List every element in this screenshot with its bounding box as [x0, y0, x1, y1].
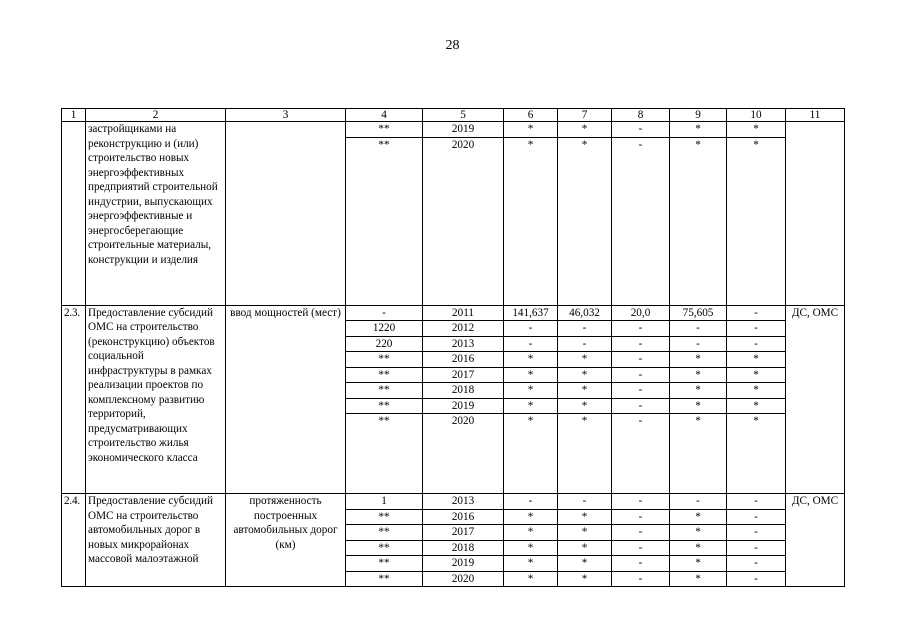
item-description: застройщиками на реконструкцию и (или) строительство новых энергоэффективных предприятий строительной индустрии, выпускающих энергоэффективные и энергосберегающие строительные материалы, конструкции и изделия: [86, 122, 226, 306]
value-cell: -: [612, 556, 670, 572]
value-cell: 2016: [423, 509, 504, 525]
header-cell: 3: [226, 109, 346, 122]
value-cell: 2016: [423, 352, 504, 368]
value-cell: *: [504, 571, 558, 587]
value-cell: -: [612, 137, 670, 305]
value-cell: *: [558, 414, 612, 494]
value-cell: -: [670, 321, 727, 337]
value-cell: -: [612, 540, 670, 556]
value-cell: *: [727, 367, 786, 383]
item-description: Предоставление субсидий ОМС на строительство (реконструкцию) объектов социальной инфраструктуры в рамках реализации проектов по комплексному развитию территорий, предусматривающих строительство жилья экономического класса: [86, 305, 226, 494]
header-cell: 1: [62, 109, 86, 122]
value-cell: **: [346, 525, 423, 541]
value-cell: -: [727, 556, 786, 572]
value-cell: *: [558, 383, 612, 399]
program-table: [61, 108, 845, 587]
value-cell: **: [346, 367, 423, 383]
item-number: 2.4.: [62, 494, 86, 587]
item-indicator: протяженность построенных автомобильных дорог (км): [226, 494, 346, 587]
value-cell: -: [727, 336, 786, 352]
value-cell: *: [504, 509, 558, 525]
value-cell: *: [670, 525, 727, 541]
value-cell: *: [504, 540, 558, 556]
value-cell: *: [504, 414, 558, 494]
value-cell: 20,0: [612, 305, 670, 321]
value-cell: 75,605: [670, 305, 727, 321]
item-description: Предоставление субсидий ОМС на строительство автомобильных дорог в новых микрорайонах массовой малоэтажной: [86, 494, 226, 587]
header-cell: 7: [558, 109, 612, 122]
value-cell: *: [670, 367, 727, 383]
header-row: [62, 109, 845, 122]
item-number: [62, 122, 86, 306]
value-cell: *: [504, 398, 558, 414]
value-cell: *: [558, 352, 612, 368]
value-cell: 2013: [423, 494, 504, 510]
item-executor: ДС, ОМС: [786, 305, 845, 494]
value-cell: -: [504, 321, 558, 337]
value-cell: *: [504, 525, 558, 541]
value-cell: 1220: [346, 321, 423, 337]
value-cell: -: [612, 398, 670, 414]
value-cell: *: [504, 556, 558, 572]
value-cell: 220: [346, 336, 423, 352]
value-cell: -: [727, 509, 786, 525]
value-cell: **: [346, 383, 423, 399]
value-cell: -: [612, 352, 670, 368]
value-cell: 2017: [423, 525, 504, 541]
value-cell: *: [504, 367, 558, 383]
header-cell: 10: [727, 109, 786, 122]
value-cell: -: [612, 571, 670, 587]
value-cell: *: [558, 540, 612, 556]
value-cell: *: [558, 525, 612, 541]
item-number: 2.3.: [62, 305, 86, 494]
value-cell: 2019: [423, 556, 504, 572]
value-cell: *: [558, 137, 612, 305]
value-cell: -: [727, 321, 786, 337]
value-cell: -: [727, 540, 786, 556]
value-cell: *: [558, 398, 612, 414]
value-cell: **: [346, 571, 423, 587]
value-cell: *: [670, 509, 727, 525]
value-cell: **: [346, 509, 423, 525]
value-cell: *: [558, 509, 612, 525]
value-cell: *: [670, 398, 727, 414]
value-cell: 2020: [423, 137, 504, 305]
value-cell: -: [727, 305, 786, 321]
value-cell: *: [727, 122, 786, 138]
header-cell: 2: [86, 109, 226, 122]
value-cell: 2018: [423, 383, 504, 399]
value-cell: -: [346, 305, 423, 321]
value-cell: -: [504, 494, 558, 510]
value-cell: *: [670, 540, 727, 556]
value-cell: *: [670, 383, 727, 399]
value-cell: 2019: [423, 122, 504, 138]
value-cell: **: [346, 414, 423, 494]
table-row: [62, 122, 845, 138]
value-cell: *: [504, 122, 558, 138]
value-cell: **: [346, 398, 423, 414]
section-2-3: [62, 305, 845, 494]
value-cell: *: [670, 352, 727, 368]
table-row: [62, 305, 845, 321]
value-cell: -: [558, 494, 612, 510]
value-cell: -: [612, 525, 670, 541]
value-cell: 2018: [423, 540, 504, 556]
item-executor: ДС, ОМС: [786, 494, 845, 587]
value-cell: -: [612, 336, 670, 352]
value-cell: 2020: [423, 571, 504, 587]
value-cell: -: [504, 336, 558, 352]
value-cell: *: [727, 383, 786, 399]
header-cell: 6: [504, 109, 558, 122]
header-cell: 9: [670, 109, 727, 122]
value-cell: *: [504, 383, 558, 399]
value-cell: *: [670, 137, 727, 305]
value-cell: *: [504, 137, 558, 305]
header-cell: 5: [423, 109, 504, 122]
header-cell: 11: [786, 109, 845, 122]
value-cell: -: [612, 414, 670, 494]
value-cell: *: [670, 571, 727, 587]
value-cell: *: [558, 367, 612, 383]
value-cell: -: [670, 494, 727, 510]
value-cell: *: [727, 398, 786, 414]
value-cell: -: [612, 367, 670, 383]
value-cell: -: [612, 494, 670, 510]
value-cell: 1: [346, 494, 423, 510]
value-cell: -: [727, 494, 786, 510]
section-2-4: [62, 494, 845, 587]
header-cell: 4: [346, 109, 423, 122]
value-cell: -: [612, 383, 670, 399]
value-cell: -: [727, 571, 786, 587]
value-cell: -: [612, 321, 670, 337]
table-row: [62, 494, 845, 510]
value-cell: 2013: [423, 336, 504, 352]
value-cell: 46,032: [558, 305, 612, 321]
value-cell: **: [346, 540, 423, 556]
header-cell: 8: [612, 109, 670, 122]
value-cell: 2017: [423, 367, 504, 383]
value-cell: 141,637: [504, 305, 558, 321]
value-cell: -: [727, 525, 786, 541]
value-cell: 2019: [423, 398, 504, 414]
value-cell: **: [346, 137, 423, 305]
value-cell: -: [612, 509, 670, 525]
value-cell: *: [670, 122, 727, 138]
value-cell: -: [558, 336, 612, 352]
value-cell: *: [727, 352, 786, 368]
value-cell: *: [558, 556, 612, 572]
value-cell: *: [558, 122, 612, 138]
value-cell: 2011: [423, 305, 504, 321]
value-cell: **: [346, 556, 423, 572]
value-cell: *: [558, 571, 612, 587]
value-cell: *: [670, 414, 727, 494]
value-cell: *: [504, 352, 558, 368]
value-cell: *: [670, 556, 727, 572]
page-number: 28: [445, 38, 460, 53]
value-cell: -: [558, 321, 612, 337]
item-indicator: ввод мощностей (мест): [226, 305, 346, 494]
value-cell: -: [612, 122, 670, 138]
value-cell: 2020: [423, 414, 504, 494]
item-executor: [786, 122, 845, 306]
value-cell: *: [727, 414, 786, 494]
value-cell: **: [346, 122, 423, 138]
value-cell: *: [727, 137, 786, 305]
value-cell: -: [670, 336, 727, 352]
value-cell: 2012: [423, 321, 504, 337]
value-cell: **: [346, 352, 423, 368]
item-indicator: [226, 122, 346, 306]
section-continued: [62, 122, 845, 306]
